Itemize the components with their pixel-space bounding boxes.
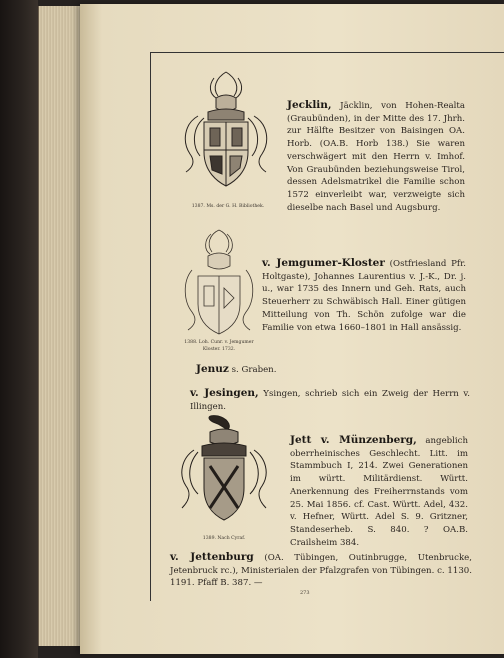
entry-text: (OA. Tübingen, Outinbrugge, Utenbrucke, Jetenbruck rc.), Ministerialen der Pfalzgrafen von Tübingen. c. 1130. 1191. Pfaff B. 387. —: [170, 553, 472, 589]
coat-of-arms-jemgumer-kloster: [178, 226, 260, 338]
entry-name: Jenuz: [196, 363, 229, 375]
entry-jecklin: [287, 99, 465, 214]
entry-name: Jett v. Münzenberg,: [290, 434, 417, 446]
entry-jett-muenzenberg: [290, 434, 468, 549]
caption-1388-line-1: 1388. Loh. Cunr. v. Jemgumer: [184, 340, 254, 345]
entry-text: Ysingen, schrieb sich ein Zweig der Herrn v. Illingen.: [190, 389, 470, 412]
coat-of-arms-jecklin: [178, 68, 274, 200]
page-number: 273: [300, 590, 310, 596]
coat-of-arms-jett-muenzenberg: [176, 412, 272, 534]
entry-text: (Ostfriesland Pfr. Holtgaste), Johannes Laurentius v. J.-K., Dr. j. u., war 1735 des Innern und Geh. Rats, auch Steuerherr zu Schwäbisch Hall. Einer gütigen Mitteilung von Th. Schön zufolge war die Familie von etwa 1660–1801 in Hall ansässig.: [262, 259, 466, 333]
entry-name: v. Jemgumer-Kloster: [262, 257, 385, 269]
entry-jesingen: [190, 387, 470, 413]
caption-1387: 1387. Ms. der G. H. Bibliothek.: [191, 204, 265, 209]
entry-jenuz: [196, 363, 456, 377]
caption-1389: 1389. Nach Cyraf.: [202, 536, 246, 541]
book-spine: [0, 0, 38, 658]
entry-text: s. Graben.: [228, 365, 277, 375]
entry-jemgumer-kloster: [262, 257, 466, 334]
entry-jettenburg: [170, 551, 472, 590]
entry-text: Jäcklin, von Hohen-Realta (Graubünden), in der Mitte des 17. Jhrh. zur Hälfte Besitzer von Baisingen OA. Horb. (OA.B. Horb 138.) Sie waren verschwägert mit den Herrn v. Imhof. Von Graubünden beziehungsweise Tirol, dessen Adelsmatrikel die Familie schon 1572 einverleibt war, verzweigte sich dieselbe nach Basel und Augsburg.: [287, 101, 465, 213]
caption-1388-line-2: Kloster. 1732.: [202, 347, 236, 352]
entry-name: v. Jesingen,: [190, 387, 259, 399]
entry-name: v. Jettenburg: [170, 551, 254, 563]
entry-text: angeblich oberrheinisches Geschlecht. Litt. im Stammbuch I, 214. Zwei Generationen im württ. Militärdienst. Württ. Anerkennung des Freiherrnstands vom 25. Mai 1856. cf. Cast. Württ. Adel, 432. v. Hefner, Württ. Adel S. 9. Gritzner, Standeserheb. S. 840. ? OA.B. Crailsheim 384.: [290, 436, 468, 548]
entry-name: Jecklin,: [287, 99, 332, 111]
caption-1388: [170, 339, 268, 353]
